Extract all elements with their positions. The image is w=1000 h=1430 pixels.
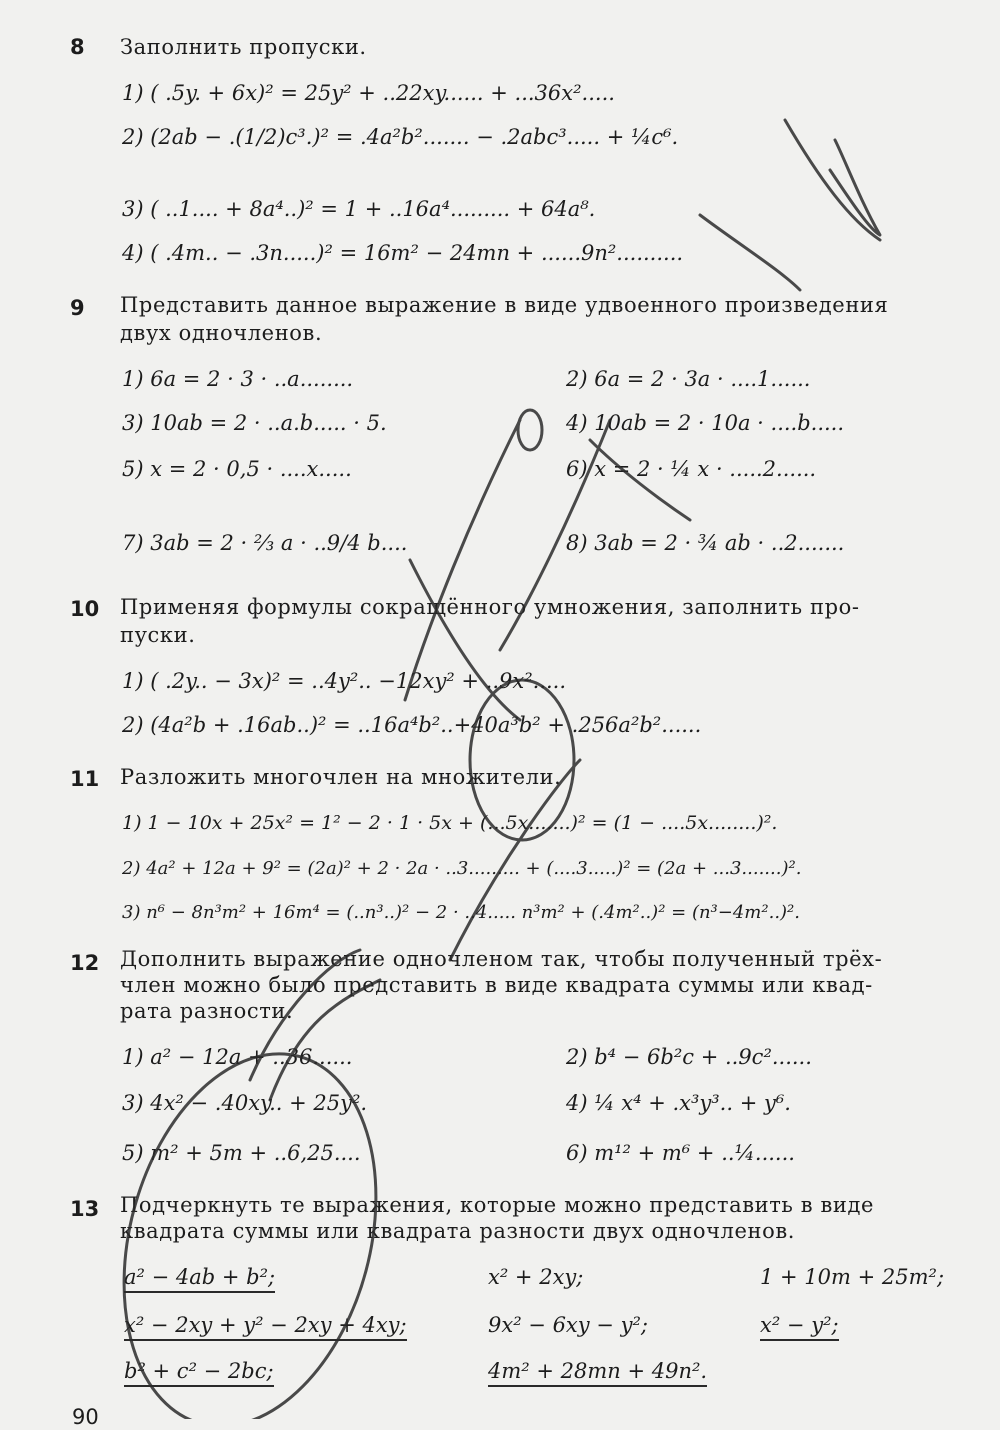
page-number: 90 [72,1405,99,1429]
task-12-title-line-3: рата разности. [120,999,294,1023]
task-9-title-line-2: двух одночленов. [120,321,323,345]
task-13-title-line-1: Подчеркнуть те выражения, которые можно представить в виде [120,1193,875,1217]
task-9-item-1: 1) 6a = 2 · 3 · ..a........ [122,367,354,391]
task-10-line-1: 1) ( .2y.. − 3x)² = ..4y².. −12xy² + ..9x²..... [122,669,567,693]
task-8-line-4: 4) ( .4m.. − .3n.....)² = 16m² − 24mn + ......9n².......... [122,241,684,265]
task-9-item-8: 8) 3ab = 2 · ¾ ab · ..2....... [566,531,845,555]
task-8-line-1: 1) ( .5y. + 6x)² = 25y² + ..22xy...... + ...36x²..... [122,81,615,105]
task-12-item-4: 4) ¼ x⁴ + .x³y³.. + y⁶. [566,1091,791,1115]
task-9-item-3: 3) 10ab = 2 · ..a.b..... · 5. [122,411,387,435]
task-12-item-2: 2) b⁴ − 6b²c + ..9c²...... [566,1045,812,1069]
task-10-line-2: 2) (4a²b + .16ab..)² = ..16a⁴b²..+40a³b² + .256a²b²...... [122,713,702,737]
task-12-item-1: 1) a² − 12a + ..36...... [122,1045,353,1069]
task-12-item-3: 3) 4x² − .40xy.. + 25y². [122,1091,368,1115]
task-13-expr-1: a² − 4ab + b²; [124,1264,275,1290]
task-10-number: 10 [70,597,100,621]
task-12-number: 12 [70,951,100,975]
task-9-number: 9 [70,296,85,320]
task-13-expr-7: b² + c² − 2bc; [124,1358,274,1384]
task-8-number: 8 [70,35,85,59]
task-9-title-line-1: Представить данное выражение в виде удвоенного произведения [120,293,889,317]
task-12-title-line-2: член можно было представить в виде квадрата суммы или квад- [120,973,873,997]
task-13-title-line-2: квадрата суммы или квадрата разности двух одночленов. [120,1219,796,1243]
task-9-item-7: 7) 3ab = 2 · ⅔ a · ..9/4 b.... [122,531,408,555]
task-11-line-2: 2) 4a² + 12a + 9² = (2a)² + 2 · 2a · ..3......... + (....3.....)² = (2a + ...3.......)². [122,858,802,879]
task-10-title-line-1: Применяя формулы сокращённого умножения, заполнить про- [120,595,860,619]
task-13-expr-6: x² − y²; [760,1312,839,1338]
task-13-expr-2: x² + 2xy; [488,1265,584,1289]
task-12-item-6: 6) m¹² + m⁶ + ..¼...... [566,1141,795,1165]
task-13-expr-3: 1 + 10m + 25m²; [760,1265,945,1289]
task-9-item-5: 5) x = 2 · 0,5 · ....x..... [122,457,352,481]
task-11-number: 11 [70,767,100,791]
task-10-title-line-2: пуски. [120,623,196,647]
task-11-line-1: 1) 1 − 10x + 25x² = 1² − 2 · 1 · 5x + (...5x.......)² = (1 − ....5x........)². [122,812,778,834]
task-9-item-6: 6) x = 2 · ¼ x · .....2...... [566,457,817,481]
task-8-title: Заполнить пропуски. [120,35,367,59]
task-12-item-5: 5) m² + 5m + ..6,25.... [122,1141,361,1165]
task-11-line-3: 3) n⁶ − 8n³m² + 16m⁴ = (..n³..)² − 2 · ..4..... n³m² + (.4m²..)² = (n³−4m²..)². [122,902,800,923]
task-13-expr-4: x² − 2xy + y² − 2xy + 4xy; [124,1312,407,1338]
task-13-expr-5: 9x² − 6xy − y²; [488,1313,648,1337]
task-8-line-2: 2) (2ab − .(1/2)c³.)² = .4a²b²....... − .2abc³..... + ¼c⁶. [122,125,679,149]
task-12-title-line-1: Дополнить выражение одночленом так, чтобы полученный трёх- [120,947,883,971]
task-9-item-2: 2) 6a = 2 · 3a · ....1...... [566,367,811,391]
task-8-line-3: 3) ( ..1.... + 8a⁴..)² = 1 + ..16a⁴......... + 64a⁸. [122,197,596,221]
task-13-number: 13 [70,1197,100,1221]
task-13-expr-8: 4m² + 28mn + 49n². [488,1358,707,1384]
task-9-item-4: 4) 10ab = 2 · 10a · ....b..... [566,411,845,435]
task-11-title: Разложить многочлен на множители. [120,765,562,789]
